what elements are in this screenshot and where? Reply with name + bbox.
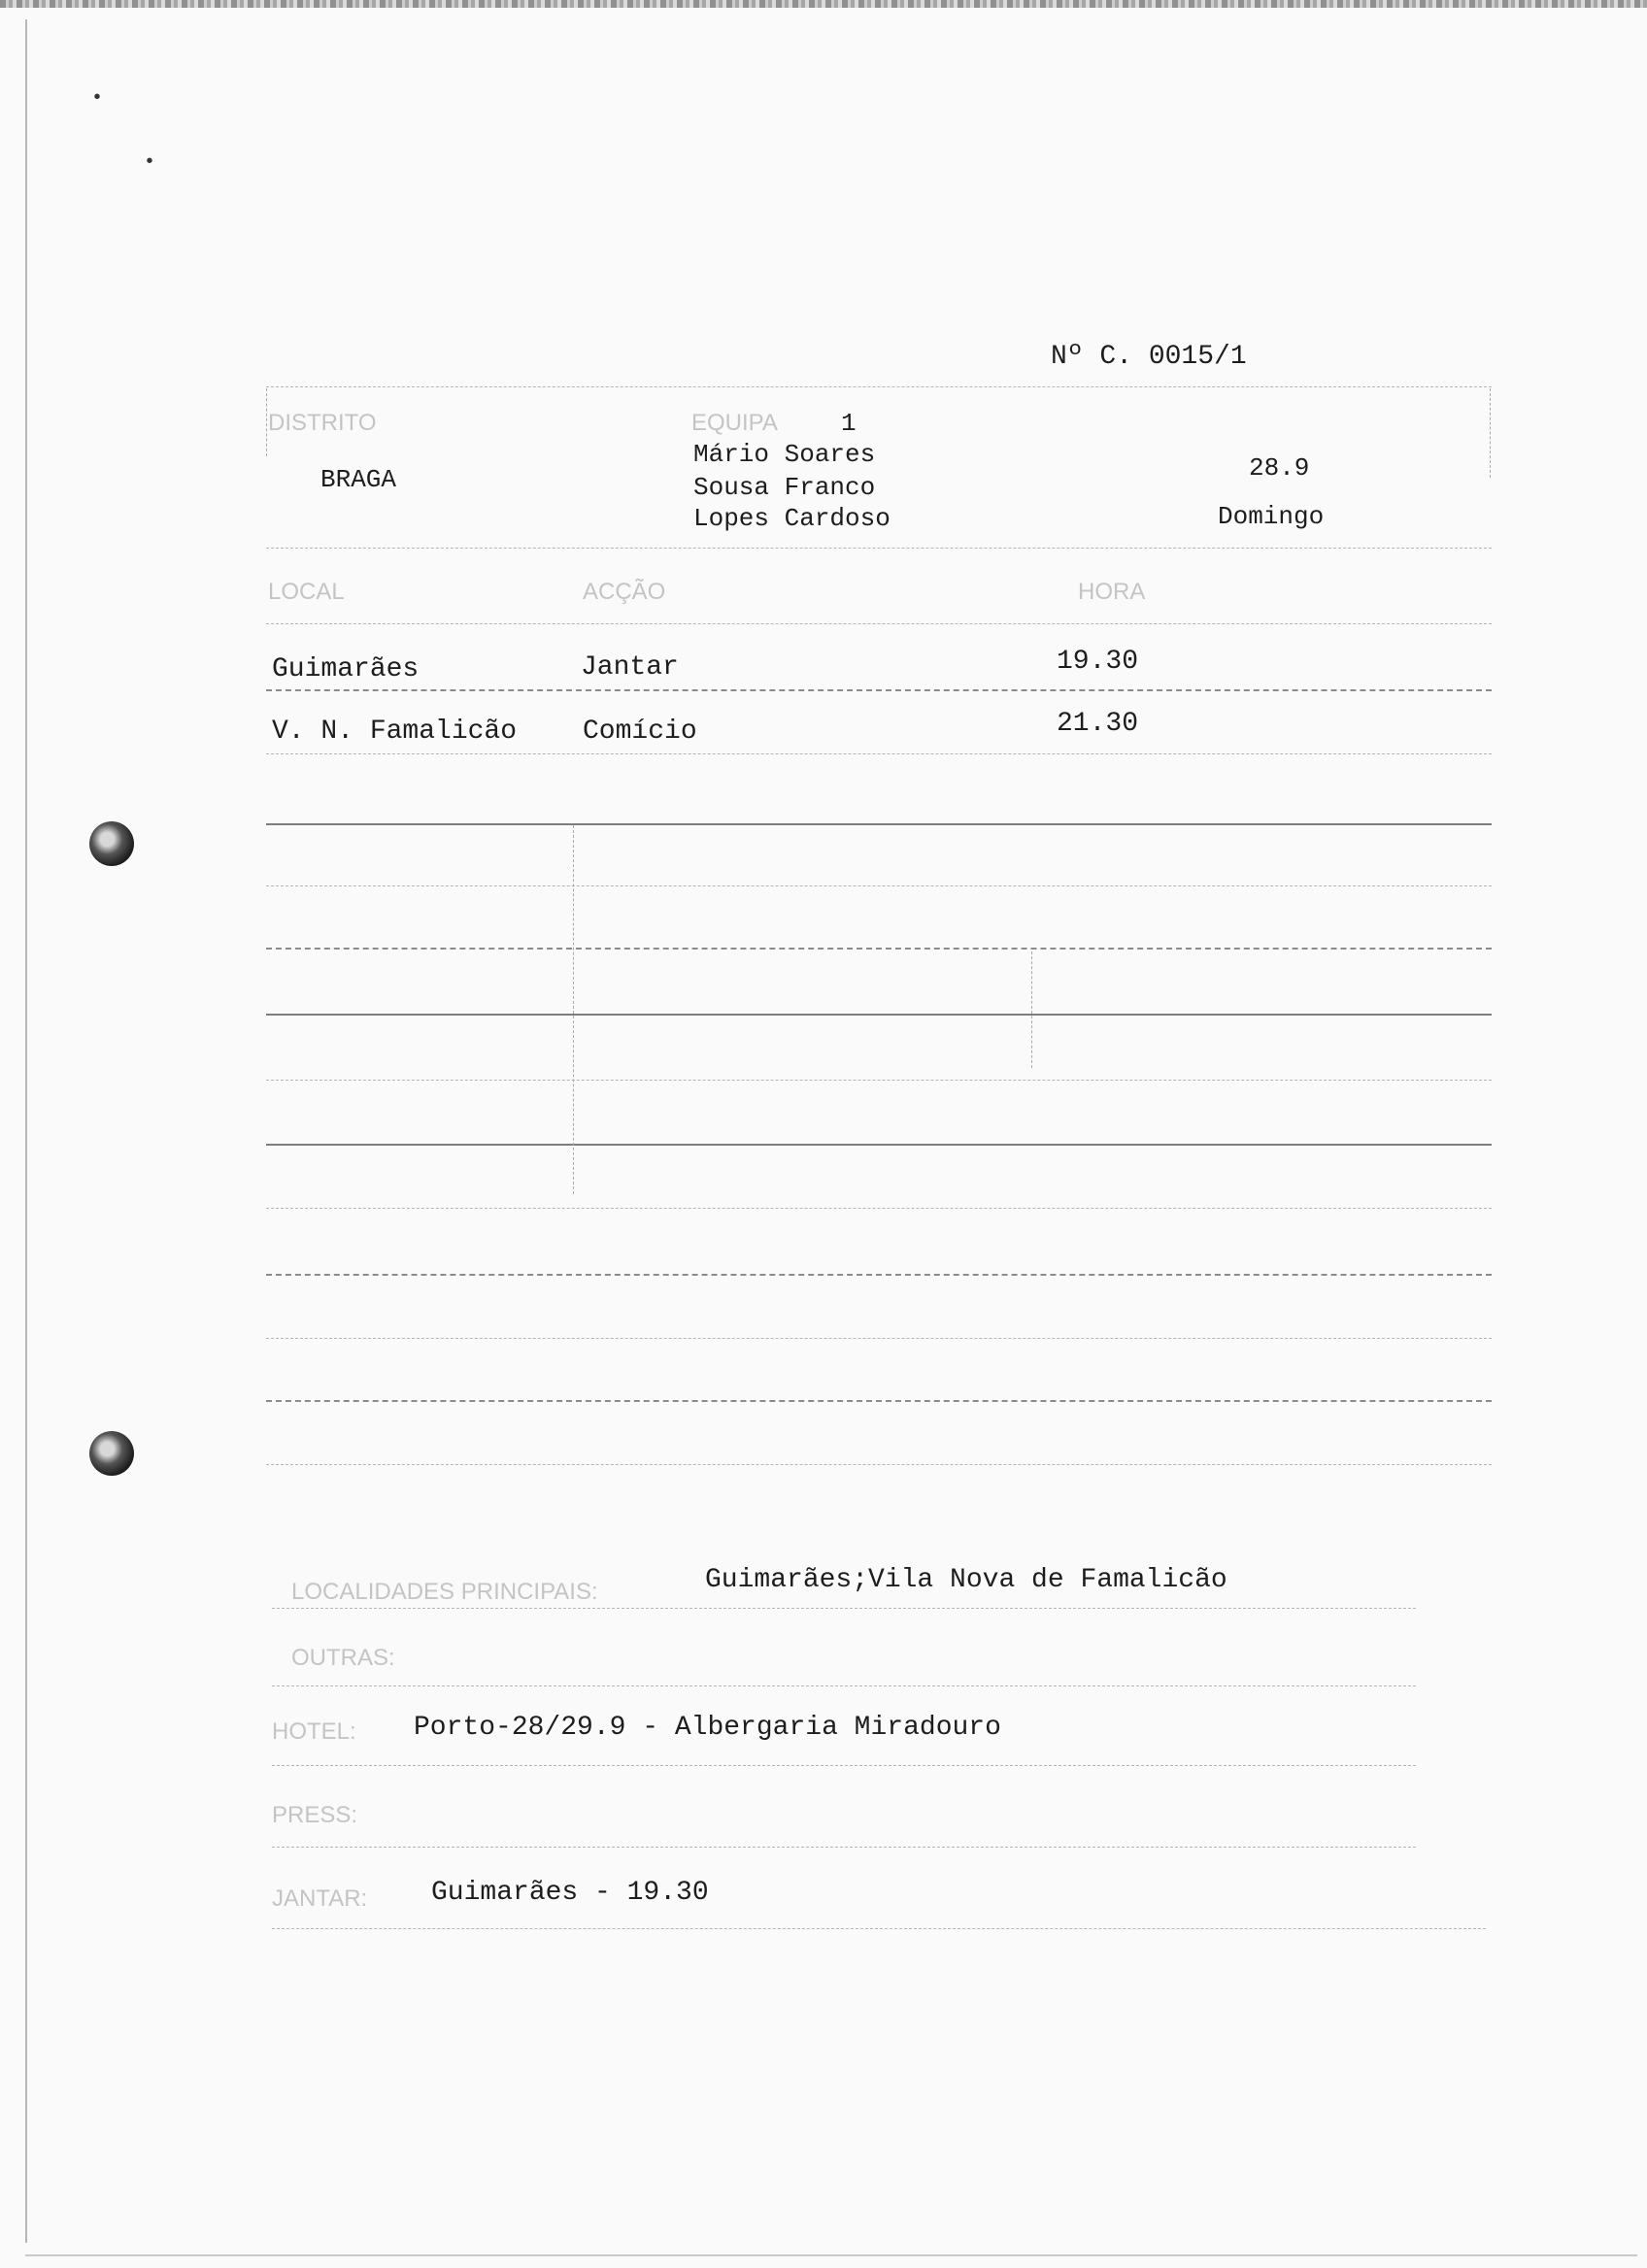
team-member: Mário Soares — [693, 440, 876, 469]
page-bottom-edge — [25, 2254, 1637, 2256]
table-row-local: V. N. Famalicão — [272, 717, 518, 747]
table-row-accao: Comício — [583, 717, 697, 747]
table-row-rule — [266, 689, 1492, 691]
table-row-hora: 21.30 — [1057, 709, 1139, 739]
table-row-rule — [266, 1338, 1492, 1339]
press-label: PRESS: — [272, 1802, 358, 1828]
district-label: DISTRITO — [268, 410, 377, 436]
table-row-rule — [266, 1208, 1492, 1209]
binder-hole-bottom — [89, 1431, 134, 1476]
column-header-accao: ACÇÃO — [583, 579, 666, 605]
table-row-hora: 19.30 — [1057, 647, 1139, 677]
other-rule — [272, 1685, 1416, 1686]
table-row-rule — [266, 1400, 1492, 1402]
meal-value: Guimarães - 19.30 — [431, 1878, 709, 1908]
header-right-rule — [1490, 388, 1491, 478]
table-row-local: Guimarães — [272, 654, 420, 684]
table-row-rule — [266, 1080, 1492, 1081]
team-number: 1 — [841, 409, 857, 438]
locations-value: Guimarães;Vila Nova de Famalicão — [705, 1565, 1227, 1595]
team-member: Lopes Cardoso — [693, 504, 891, 533]
document-number: Nº C. 0015/1 — [1051, 342, 1247, 372]
locations-rule — [272, 1608, 1416, 1609]
column-header-local: LOCAL — [268, 579, 345, 605]
hotel-label: HOTEL: — [272, 1718, 356, 1745]
table-row-rule — [266, 1274, 1492, 1276]
header-bottom-rule — [266, 548, 1492, 549]
weekday: Domingo — [1218, 502, 1325, 531]
team-member: Sousa Franco — [693, 473, 876, 502]
binder-hole-top — [89, 821, 134, 866]
page-top-edge — [0, 0, 1647, 8]
ink-mark: • — [91, 87, 104, 110]
date: 28.9 — [1249, 453, 1310, 483]
column-header-hora: HORA — [1078, 579, 1146, 605]
table-row-rule — [266, 1144, 1492, 1146]
table-column-rule — [1031, 951, 1032, 1068]
district: BRAGA — [320, 465, 397, 494]
meal-rule — [272, 1928, 1486, 1929]
header-top-rule — [266, 386, 1492, 387]
column-header-rule — [266, 623, 1492, 624]
table-row-rule — [266, 1464, 1492, 1465]
hotel-value: Porto-28/29.9 - Albergaria Miradouro — [414, 1713, 1001, 1743]
ink-mark: • — [144, 151, 156, 174]
hotel-rule — [272, 1765, 1416, 1766]
meal-label: JANTAR: — [272, 1885, 368, 1912]
table-row-rule — [266, 948, 1492, 950]
page-left-edge — [25, 19, 27, 2243]
table-column-rule — [573, 825, 574, 1194]
team-label: EQUIPA — [691, 410, 778, 436]
other-label: OUTRAS: — [291, 1645, 395, 1671]
header-left-rule — [266, 388, 267, 456]
table-row-rule — [266, 1014, 1492, 1016]
press-rule — [272, 1847, 1416, 1848]
table-row-rule — [266, 885, 1492, 886]
table-row-accao: Jantar — [581, 652, 679, 683]
table-row-rule — [266, 753, 1492, 754]
locations-label: LOCALIDADES PRINCIPAIS: — [291, 1579, 598, 1605]
table-row-rule — [266, 823, 1492, 825]
